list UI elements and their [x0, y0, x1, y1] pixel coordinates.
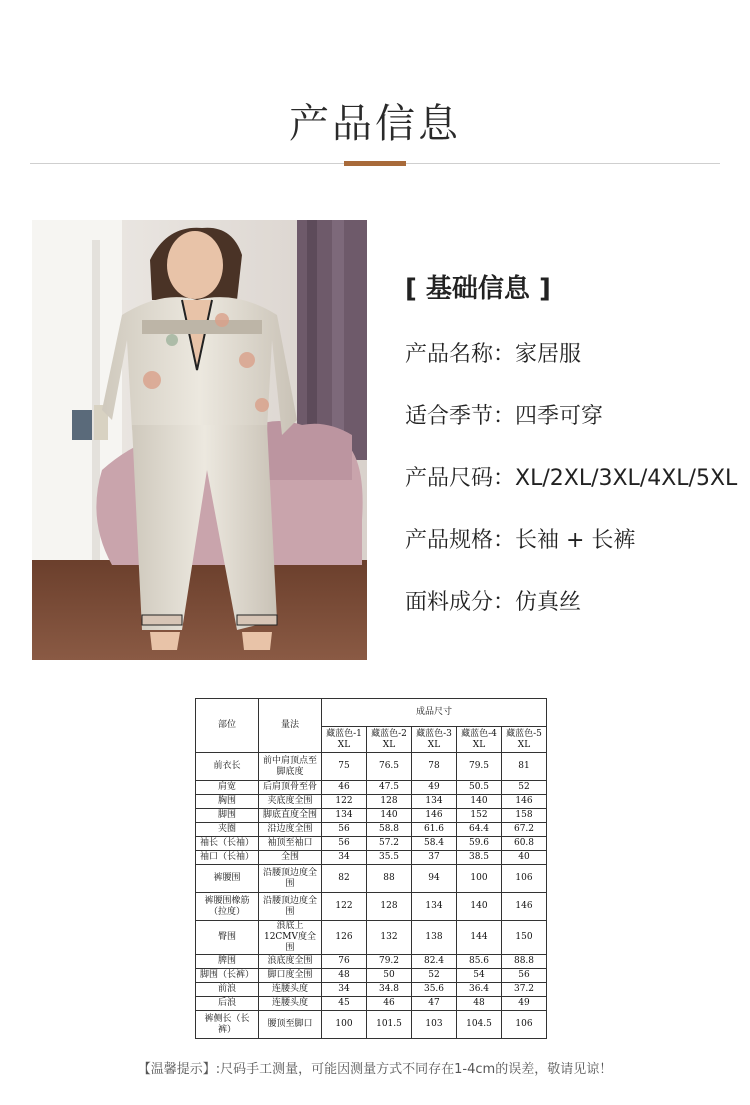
cell-method: 前中肩顶点至脚底度 — [259, 753, 322, 781]
cell-value: 56 — [322, 823, 367, 837]
cell-part: 前衣长 — [196, 753, 259, 781]
table-row — [196, 969, 547, 983]
basic-info-heading: [ 基础信息 ] — [405, 274, 551, 304]
table-row — [196, 837, 547, 851]
info-value: 仿真丝 — [515, 590, 582, 615]
cell-method: 袖顶至袖口 — [259, 837, 322, 851]
info-row-season — [405, 401, 745, 463]
cell-part: 脾围 — [196, 955, 259, 969]
info-value: XL/2XL/3XL/4XL/5XL — [515, 466, 738, 491]
cell-part: 后浪 — [196, 997, 259, 1011]
cell-value: 50 — [367, 969, 412, 983]
header-part: 部位 — [196, 699, 259, 753]
cell-method: 脚口度全围 — [259, 969, 322, 983]
table-row — [196, 795, 547, 809]
info-label: 产品尺码： — [405, 466, 516, 491]
cell-value: 79.2 — [367, 955, 412, 969]
cell-value: 146 — [502, 893, 547, 921]
table-row — [196, 955, 547, 969]
info-value: 四季可穿 — [515, 404, 604, 429]
cell-value: 82.4 — [412, 955, 457, 969]
cell-value: 100 — [457, 865, 502, 893]
table-row — [196, 851, 547, 865]
cell-part: 脚围（长裤） — [196, 969, 259, 983]
cell-value: 34 — [322, 851, 367, 865]
basic-info-panel — [405, 268, 745, 649]
cell-value: 106 — [502, 1011, 547, 1039]
cell-value: 34.8 — [367, 983, 412, 997]
cell-part: 裤腰围 — [196, 865, 259, 893]
cell-value: 122 — [322, 893, 367, 921]
cell-method: 后肩顶骨至骨 — [259, 781, 322, 795]
cell-value: 150 — [502, 921, 547, 955]
cell-value: 64.4 — [457, 823, 502, 837]
cell-value: 35.6 — [412, 983, 457, 997]
cell-value: 48 — [322, 969, 367, 983]
cell-value: 101.5 — [367, 1011, 412, 1039]
header-method: 量法 — [259, 699, 322, 753]
info-value: 长袖 + 长裤 — [515, 528, 636, 553]
table-row — [196, 893, 547, 921]
cell-value: 47.5 — [367, 781, 412, 795]
info-label: 面料成分： — [405, 590, 516, 615]
table-row — [196, 983, 547, 997]
cell-value: 79.5 — [457, 753, 502, 781]
cell-value: 134 — [412, 893, 457, 921]
cell-value: 140 — [457, 795, 502, 809]
cell-value: 138 — [412, 921, 457, 955]
cell-method: 全围 — [259, 851, 322, 865]
cell-method: 沿腰顶边度全围 — [259, 893, 322, 921]
cell-value: 40 — [502, 851, 547, 865]
cell-value: 37 — [412, 851, 457, 865]
header-size: 藏蓝色-4 XL — [457, 727, 502, 753]
cell-value: 78 — [412, 753, 457, 781]
cell-value: 34 — [322, 983, 367, 997]
cell-value: 48 — [457, 997, 502, 1011]
cell-method: 连腰头度 — [259, 983, 322, 997]
cell-value: 59.6 — [457, 837, 502, 851]
product-photo — [32, 220, 367, 660]
table-row — [196, 1011, 547, 1039]
cell-value: 46 — [367, 997, 412, 1011]
cell-value: 50.5 — [457, 781, 502, 795]
info-label: 适合季节： — [405, 404, 516, 429]
cell-value: 152 — [457, 809, 502, 823]
table-row — [196, 753, 547, 781]
cell-value: 49 — [412, 781, 457, 795]
cell-part: 袖口（长袖） — [196, 851, 259, 865]
header-size: 藏蓝色-1 XL — [322, 727, 367, 753]
cell-value: 56 — [502, 969, 547, 983]
header-size: 藏蓝色-2 XL — [367, 727, 412, 753]
table-row — [196, 809, 547, 823]
table-row — [196, 781, 547, 795]
cell-method: 浪底度全围 — [259, 955, 322, 969]
cell-value: 134 — [412, 795, 457, 809]
measurement-notice: 【温馨提示】:尺码手工测量，可能因测量方式不同存在1-4cm的误差，敬请见谅！ — [137, 1062, 613, 1077]
cell-part: 裤侧长（长裤） — [196, 1011, 259, 1039]
cell-part: 裤腰围橡筋（拉度） — [196, 893, 259, 921]
cell-value: 60.8 — [502, 837, 547, 851]
cell-value: 49 — [502, 997, 547, 1011]
cell-value: 88 — [367, 865, 412, 893]
cell-value: 54 — [457, 969, 502, 983]
cell-method: 沿腰顶边度全围 — [259, 865, 322, 893]
info-row-fabric — [405, 587, 745, 649]
cell-value: 82 — [322, 865, 367, 893]
cell-method: 连腰头度 — [259, 997, 322, 1011]
cell-value: 144 — [457, 921, 502, 955]
info-row-spec — [405, 525, 745, 587]
cell-value: 76 — [322, 955, 367, 969]
cell-value: 46 — [322, 781, 367, 795]
header-size: 藏蓝色-3 XL — [412, 727, 457, 753]
info-value: 家居服 — [515, 342, 582, 367]
cell-part: 胸围 — [196, 795, 259, 809]
cell-value: 128 — [367, 893, 412, 921]
cell-value: 47 — [412, 997, 457, 1011]
cell-value: 146 — [502, 795, 547, 809]
title-divider-accent — [344, 161, 406, 166]
cell-value: 75 — [322, 753, 367, 781]
cell-value: 100 — [322, 1011, 367, 1039]
cell-value: 58.4 — [412, 837, 457, 851]
cell-value: 81 — [502, 753, 547, 781]
cell-value: 58.8 — [367, 823, 412, 837]
cell-value: 38.5 — [457, 851, 502, 865]
cell-value: 104.5 — [457, 1011, 502, 1039]
cell-value: 57.2 — [367, 837, 412, 851]
cell-value: 103 — [412, 1011, 457, 1039]
cell-method: 浪底上12CMV度全围 — [259, 921, 322, 955]
cell-method: 夹底度全围 — [259, 795, 322, 809]
table-row — [196, 997, 547, 1011]
cell-value: 126 — [322, 921, 367, 955]
cell-part: 脚围 — [196, 809, 259, 823]
cell-part: 肩宽 — [196, 781, 259, 795]
cell-value: 94 — [412, 865, 457, 893]
header-size: 藏蓝色-5 XL — [502, 727, 547, 753]
table-row — [196, 823, 547, 837]
cell-value: 52 — [502, 781, 547, 795]
cell-value: 52 — [412, 969, 457, 983]
cell-method: 沿边度全围 — [259, 823, 322, 837]
cell-value: 128 — [367, 795, 412, 809]
cell-value: 134 — [322, 809, 367, 823]
info-row-size — [405, 463, 745, 525]
cell-value: 56 — [322, 837, 367, 851]
cell-value: 76.5 — [367, 753, 412, 781]
cell-value: 106 — [502, 865, 547, 893]
cell-value: 67.2 — [502, 823, 547, 837]
cell-value: 88.8 — [502, 955, 547, 969]
cell-value: 158 — [502, 809, 547, 823]
cell-method: 脚底直度全围 — [259, 809, 322, 823]
cell-method: 腰顶至脚口 — [259, 1011, 322, 1039]
table-row — [196, 921, 547, 955]
cell-value: 146 — [412, 809, 457, 823]
info-label: 产品规格： — [405, 528, 516, 553]
cell-part: 袖长（长袖） — [196, 837, 259, 851]
cell-value: 122 — [322, 795, 367, 809]
cell-part: 臀围 — [196, 921, 259, 955]
cell-value: 37.2 — [502, 983, 547, 997]
cell-value: 61.6 — [412, 823, 457, 837]
cell-value: 140 — [457, 893, 502, 921]
cell-value: 45 — [322, 997, 367, 1011]
info-row-name — [405, 339, 745, 401]
cell-part: 前浪 — [196, 983, 259, 997]
cell-value: 35.5 — [367, 851, 412, 865]
cell-part: 夹圈 — [196, 823, 259, 837]
cell-value: 132 — [367, 921, 412, 955]
header-finished-size: 成品尺寸 — [322, 699, 547, 727]
info-label: 产品名称： — [405, 342, 516, 367]
cell-value: 85.6 — [457, 955, 502, 969]
table-row — [196, 865, 547, 893]
size-chart — [195, 698, 547, 1039]
page-title: 产品信息 — [289, 101, 461, 147]
cell-value: 36.4 — [457, 983, 502, 997]
cell-value: 140 — [367, 809, 412, 823]
